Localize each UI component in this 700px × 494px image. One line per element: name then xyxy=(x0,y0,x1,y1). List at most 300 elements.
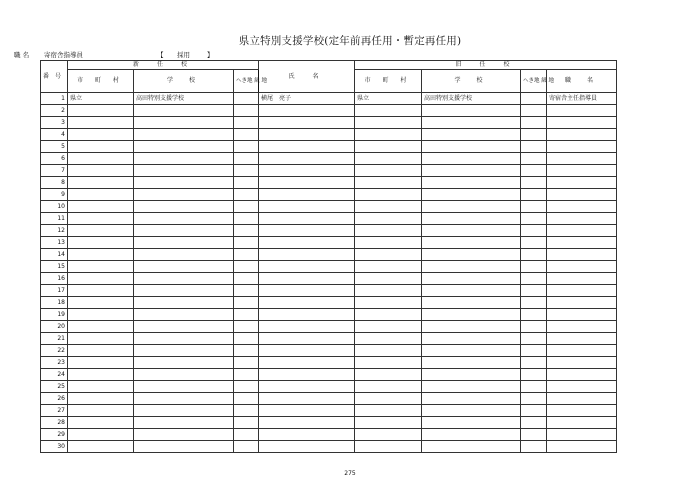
new-school-cell xyxy=(134,441,234,453)
table-row xyxy=(41,249,617,261)
new-school-cell xyxy=(134,429,234,441)
header-new-city: 市 町 村 xyxy=(68,70,134,93)
position-cell xyxy=(547,285,617,297)
new-remote-cell xyxy=(234,141,259,153)
position-cell xyxy=(547,321,617,333)
row-number: 11 xyxy=(41,213,68,225)
old-remote-cell xyxy=(521,333,547,345)
new-school-cell xyxy=(134,165,234,177)
new-remote-cell xyxy=(234,165,259,177)
table-row xyxy=(41,273,617,285)
name-cell xyxy=(259,117,355,129)
new-school-cell xyxy=(134,129,234,141)
table-row xyxy=(41,213,617,225)
position-cell xyxy=(547,369,617,381)
old-remote-cell xyxy=(521,201,547,213)
old-remote-cell xyxy=(521,213,547,225)
new-school-cell xyxy=(134,309,234,321)
name-cell xyxy=(259,237,355,249)
position-cell xyxy=(547,345,617,357)
new-school-cell xyxy=(134,321,234,333)
new-city-cell xyxy=(68,369,134,381)
old-school-cell xyxy=(422,261,521,273)
row-number: 18 xyxy=(41,297,68,309)
row-number: 23 xyxy=(41,357,68,369)
row-number: 19 xyxy=(41,309,68,321)
name-cell: 横尾 亮子 xyxy=(259,93,355,105)
old-remote-cell xyxy=(521,285,547,297)
roster-table xyxy=(40,60,617,453)
row-number: 12 xyxy=(41,225,68,237)
table-row xyxy=(41,321,617,333)
old-remote-cell xyxy=(521,189,547,201)
old-school-cell xyxy=(422,405,521,417)
row-number: 7 xyxy=(41,165,68,177)
row-number: 13 xyxy=(41,237,68,249)
old-school-cell: 高田特別支援学校 xyxy=(422,93,521,105)
old-city-cell xyxy=(355,117,422,129)
table-row xyxy=(41,189,617,201)
old-city-cell xyxy=(355,213,422,225)
table-row xyxy=(41,261,617,273)
old-school-cell xyxy=(422,333,521,345)
position-cell xyxy=(547,297,617,309)
name-cell xyxy=(259,285,355,297)
new-city-cell xyxy=(68,117,134,129)
page-number: 275 xyxy=(344,470,356,477)
position-cell xyxy=(547,165,617,177)
row-number: 15 xyxy=(41,261,68,273)
old-school-cell xyxy=(422,297,521,309)
new-city-cell xyxy=(68,345,134,357)
new-remote-cell xyxy=(234,393,259,405)
name-cell xyxy=(259,213,355,225)
new-school-cell xyxy=(134,273,234,285)
header-old-school-name: 学 校 xyxy=(422,70,521,93)
row-number: 28 xyxy=(41,417,68,429)
position-cell xyxy=(547,357,617,369)
row-number: 27 xyxy=(41,405,68,417)
old-city-cell xyxy=(355,165,422,177)
table-row xyxy=(41,129,617,141)
name-cell xyxy=(259,225,355,237)
new-remote-cell xyxy=(234,285,259,297)
new-school-cell xyxy=(134,369,234,381)
table-row xyxy=(41,405,617,417)
old-school-cell xyxy=(422,429,521,441)
old-city-cell xyxy=(355,429,422,441)
name-cell xyxy=(259,165,355,177)
name-cell xyxy=(259,393,355,405)
position-cell xyxy=(547,153,617,165)
row-number: 2 xyxy=(41,105,68,117)
old-remote-cell xyxy=(521,249,547,261)
new-school-cell xyxy=(134,261,234,273)
table-row xyxy=(41,297,617,309)
old-remote-cell xyxy=(521,429,547,441)
old-remote-cell xyxy=(521,141,547,153)
row-number: 8 xyxy=(41,177,68,189)
old-remote-cell xyxy=(521,393,547,405)
name-cell xyxy=(259,177,355,189)
header-new-school: 新 任 校 xyxy=(68,61,259,70)
old-city-cell xyxy=(355,309,422,321)
table-row xyxy=(41,393,617,405)
position-cell xyxy=(547,225,617,237)
new-school-cell xyxy=(134,381,234,393)
old-city-cell xyxy=(355,129,422,141)
row-number: 17 xyxy=(41,285,68,297)
old-school-cell xyxy=(422,141,521,153)
name-cell xyxy=(259,249,355,261)
row-number: 21 xyxy=(41,333,68,345)
old-remote-cell xyxy=(521,105,547,117)
new-remote-cell xyxy=(234,345,259,357)
name-cell xyxy=(259,345,355,357)
new-city-cell xyxy=(68,333,134,345)
new-city-cell xyxy=(68,417,134,429)
new-city-cell xyxy=(68,309,134,321)
new-remote-cell xyxy=(234,381,259,393)
old-city-cell xyxy=(355,345,422,357)
new-remote-cell xyxy=(234,153,259,165)
old-city-cell xyxy=(355,189,422,201)
header-number: 番号 xyxy=(41,61,68,93)
table-row xyxy=(41,165,617,177)
old-city-cell xyxy=(355,381,422,393)
new-school-cell xyxy=(134,417,234,429)
old-remote-cell xyxy=(521,357,547,369)
old-city-cell xyxy=(355,285,422,297)
new-remote-cell xyxy=(234,369,259,381)
new-city-cell xyxy=(68,153,134,165)
row-number: 24 xyxy=(41,369,68,381)
table-row xyxy=(41,105,617,117)
job-title-value: 寄宿舎指導員 xyxy=(44,51,83,59)
old-city-cell xyxy=(355,153,422,165)
new-remote-cell xyxy=(234,129,259,141)
old-remote-cell xyxy=(521,321,547,333)
old-city-cell xyxy=(355,393,422,405)
old-city-cell xyxy=(355,249,422,261)
table-row xyxy=(41,177,617,189)
row-number: 30 xyxy=(41,441,68,453)
name-cell xyxy=(259,261,355,273)
new-school-cell xyxy=(134,213,234,225)
new-school-cell xyxy=(134,177,234,189)
name-cell xyxy=(259,141,355,153)
old-school-cell xyxy=(422,357,521,369)
old-city-cell xyxy=(355,441,422,453)
position-cell xyxy=(547,249,617,261)
position-cell xyxy=(547,309,617,321)
table-row xyxy=(41,309,617,321)
appointment-kind: 採用 xyxy=(177,51,190,59)
old-school-cell xyxy=(422,321,521,333)
new-school-cell xyxy=(134,297,234,309)
new-school-cell xyxy=(134,237,234,249)
table-row xyxy=(41,345,617,357)
bracket-close: 】 xyxy=(207,51,214,59)
new-city-cell xyxy=(68,201,134,213)
old-remote-cell xyxy=(521,297,547,309)
table-row xyxy=(41,429,617,441)
name-cell xyxy=(259,153,355,165)
new-school-cell xyxy=(134,285,234,297)
old-city-cell xyxy=(355,225,422,237)
new-remote-cell xyxy=(234,309,259,321)
old-remote-cell xyxy=(521,405,547,417)
name-cell xyxy=(259,309,355,321)
row-number: 3 xyxy=(41,117,68,129)
header-new-remote: へき地 級 地 xyxy=(234,70,259,93)
position-cell xyxy=(547,393,617,405)
old-school-cell xyxy=(422,201,521,213)
header-old-school: 旧 任 校 xyxy=(355,61,617,70)
name-cell xyxy=(259,129,355,141)
new-city-cell xyxy=(68,105,134,117)
new-remote-cell xyxy=(234,117,259,129)
new-school-cell xyxy=(134,105,234,117)
old-remote-cell xyxy=(521,177,547,189)
table-row xyxy=(41,369,617,381)
name-cell xyxy=(259,105,355,117)
new-city-cell xyxy=(68,237,134,249)
old-school-cell xyxy=(422,381,521,393)
old-city-cell xyxy=(355,201,422,213)
new-remote-cell xyxy=(234,189,259,201)
position-cell xyxy=(547,429,617,441)
header-old-remote: へき地 級 地 xyxy=(521,70,547,93)
row-number: 5 xyxy=(41,141,68,153)
old-school-cell xyxy=(422,285,521,297)
position-cell xyxy=(547,117,617,129)
old-school-cell xyxy=(422,177,521,189)
new-school-cell xyxy=(134,225,234,237)
position-cell xyxy=(547,333,617,345)
row-number: 29 xyxy=(41,429,68,441)
row-number: 9 xyxy=(41,189,68,201)
new-remote-cell xyxy=(234,333,259,345)
header-name: 氏 名 xyxy=(259,61,355,93)
old-remote-cell xyxy=(521,309,547,321)
new-school-cell xyxy=(134,189,234,201)
old-school-cell xyxy=(422,117,521,129)
new-remote-cell xyxy=(234,237,259,249)
old-school-cell xyxy=(422,237,521,249)
new-city-cell xyxy=(68,249,134,261)
old-city-cell xyxy=(355,417,422,429)
new-remote-cell xyxy=(234,417,259,429)
new-remote-cell xyxy=(234,213,259,225)
old-school-cell xyxy=(422,165,521,177)
new-city-cell xyxy=(68,261,134,273)
table-row xyxy=(41,381,617,393)
document-title: 県立特別支援学校(定年前再任用・暫定再任用) xyxy=(238,35,462,47)
position-cell xyxy=(547,441,617,453)
table-row xyxy=(41,441,617,453)
old-remote-cell xyxy=(521,225,547,237)
new-school-cell xyxy=(134,153,234,165)
old-school-cell xyxy=(422,213,521,225)
position-cell xyxy=(547,177,617,189)
new-city-cell xyxy=(68,225,134,237)
header-position: 職 名 xyxy=(547,70,617,93)
old-school-cell xyxy=(422,369,521,381)
new-remote-cell xyxy=(234,405,259,417)
position-cell xyxy=(547,405,617,417)
new-city-cell xyxy=(68,441,134,453)
old-remote-cell xyxy=(521,273,547,285)
row-number: 6 xyxy=(41,153,68,165)
position-cell xyxy=(547,273,617,285)
new-remote-cell xyxy=(234,441,259,453)
new-school-cell xyxy=(134,333,234,345)
new-city-cell xyxy=(68,165,134,177)
table-row xyxy=(41,357,617,369)
new-school-cell xyxy=(134,405,234,417)
old-city-cell xyxy=(355,321,422,333)
new-remote-cell xyxy=(234,321,259,333)
new-remote-cell xyxy=(234,261,259,273)
old-school-cell xyxy=(422,105,521,117)
new-school-cell xyxy=(134,345,234,357)
old-school-cell xyxy=(422,189,521,201)
name-cell xyxy=(259,441,355,453)
old-remote-cell xyxy=(521,237,547,249)
new-remote-cell xyxy=(234,177,259,189)
position-cell xyxy=(547,201,617,213)
position-cell xyxy=(547,417,617,429)
name-cell xyxy=(259,297,355,309)
old-remote-cell xyxy=(521,165,547,177)
new-school-cell xyxy=(134,117,234,129)
old-school-cell xyxy=(422,309,521,321)
new-remote-cell xyxy=(234,201,259,213)
table-row xyxy=(41,153,617,165)
new-city-cell xyxy=(68,129,134,141)
position-cell xyxy=(547,237,617,249)
old-remote-cell xyxy=(521,153,547,165)
old-city-cell xyxy=(355,333,422,345)
table-row xyxy=(41,285,617,297)
old-remote-cell xyxy=(521,345,547,357)
new-city-cell xyxy=(68,429,134,441)
new-city-cell xyxy=(68,141,134,153)
new-city-cell xyxy=(68,189,134,201)
new-city-cell xyxy=(68,405,134,417)
new-city-cell xyxy=(68,273,134,285)
new-city-cell xyxy=(68,393,134,405)
name-cell xyxy=(259,357,355,369)
name-cell xyxy=(259,405,355,417)
row-number: 22 xyxy=(41,345,68,357)
new-school-cell xyxy=(134,357,234,369)
new-city-cell xyxy=(68,321,134,333)
new-school-cell xyxy=(134,393,234,405)
name-cell xyxy=(259,369,355,381)
new-school-cell: 高田特別支援学校 xyxy=(134,93,234,105)
name-cell xyxy=(259,417,355,429)
position-cell xyxy=(547,141,617,153)
job-title-label: 職 名 xyxy=(14,51,30,59)
new-city-cell xyxy=(68,177,134,189)
old-city-cell xyxy=(355,177,422,189)
name-cell xyxy=(259,429,355,441)
new-remote-cell xyxy=(234,225,259,237)
new-city-cell xyxy=(68,357,134,369)
row-number: 4 xyxy=(41,129,68,141)
new-city-cell xyxy=(68,213,134,225)
new-city-cell xyxy=(68,285,134,297)
row-number: 1 xyxy=(41,93,68,105)
new-school-cell xyxy=(134,141,234,153)
position-cell xyxy=(547,261,617,273)
bracket-open: 【 xyxy=(157,51,164,59)
new-remote-cell xyxy=(234,297,259,309)
name-cell xyxy=(259,321,355,333)
row-number: 20 xyxy=(41,321,68,333)
table-row xyxy=(41,333,617,345)
position-cell xyxy=(547,105,617,117)
name-cell xyxy=(259,333,355,345)
row-number: 26 xyxy=(41,393,68,405)
new-remote-cell xyxy=(234,249,259,261)
old-remote-cell xyxy=(521,441,547,453)
old-city-cell xyxy=(355,273,422,285)
old-city-cell xyxy=(355,297,422,309)
header-old-city: 市 町 村 xyxy=(355,70,422,93)
new-remote-cell xyxy=(234,273,259,285)
header-new-school-name: 学 校 xyxy=(134,70,234,93)
old-school-cell xyxy=(422,345,521,357)
old-remote-cell xyxy=(521,93,547,105)
table-row xyxy=(41,417,617,429)
roster-body xyxy=(41,93,617,453)
old-remote-cell xyxy=(521,369,547,381)
table-row xyxy=(41,117,617,129)
old-city-cell: 県立 xyxy=(355,93,422,105)
old-city-cell xyxy=(355,369,422,381)
old-remote-cell xyxy=(521,129,547,141)
name-cell xyxy=(259,201,355,213)
old-remote-cell xyxy=(521,381,547,393)
name-cell xyxy=(259,189,355,201)
new-remote-cell xyxy=(234,105,259,117)
name-cell xyxy=(259,381,355,393)
row-number: 10 xyxy=(41,201,68,213)
new-city-cell xyxy=(68,381,134,393)
old-remote-cell xyxy=(521,117,547,129)
old-school-cell xyxy=(422,249,521,261)
old-remote-cell xyxy=(521,261,547,273)
table-row xyxy=(41,201,617,213)
old-city-cell xyxy=(355,105,422,117)
position-cell xyxy=(547,129,617,141)
old-school-cell xyxy=(422,129,521,141)
old-school-cell xyxy=(422,393,521,405)
old-city-cell xyxy=(355,141,422,153)
table-row xyxy=(41,237,617,249)
old-school-cell xyxy=(422,153,521,165)
old-city-cell xyxy=(355,357,422,369)
row-number: 14 xyxy=(41,249,68,261)
old-remote-cell xyxy=(521,417,547,429)
new-remote-cell xyxy=(234,429,259,441)
new-city-cell xyxy=(68,297,134,309)
new-school-cell xyxy=(134,249,234,261)
old-city-cell xyxy=(355,261,422,273)
